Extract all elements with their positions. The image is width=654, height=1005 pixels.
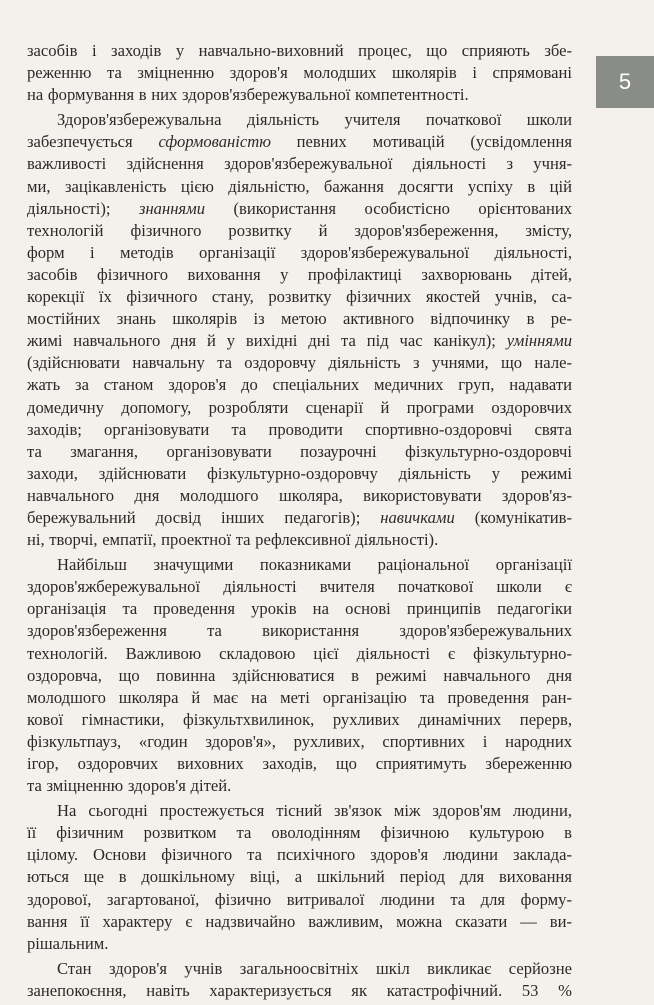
text-line: [27, 576, 572, 598]
text-line: [27, 264, 572, 286]
text-line: [27, 598, 572, 620]
text-run: певних мотивацій (усвідомлення: [270, 132, 572, 152]
text-run: занепокоєння, навіть характеризується як катастрофічний. 53 %: [27, 980, 572, 1000]
text-run: домедичну допомогу, розробляти сценарії й програми оздоровчих: [27, 397, 572, 417]
text-line: [27, 958, 572, 980]
text-run: та зміцненню здоров'я дітей.: [27, 776, 232, 796]
text-run: ми, зацікавленість цією діяльністю, бажання досягти успіху в цій: [27, 176, 572, 196]
text-run: організація та проведення уроків на основі принципів педагогіки: [27, 599, 572, 619]
text-run: діяльності);: [27, 198, 139, 218]
text-run: здоров'язбереження та використання здоров'язбережувальних: [27, 621, 572, 641]
text-line: [27, 397, 572, 419]
text-run: навчального дня молодшого школяра, використовувати здоров'яз-: [27, 485, 572, 505]
paragraph: [27, 800, 572, 955]
text-line: [27, 352, 572, 374]
text-run: корекції їх фізичного стану, розвитку фізичних якостей учнів, са-: [27, 287, 572, 307]
body-text: [27, 40, 572, 1005]
text-run: засобів і заходів у навчально-виховний процес, що сприяють збе-: [27, 41, 572, 60]
text-line: [27, 753, 572, 775]
text-run: форм і методів організації здоров'язбережувальної діяльності,: [27, 242, 572, 262]
text-run: здорової, загартованої, фізично витривалої людини та для форму-: [27, 889, 572, 909]
text-line: [27, 800, 572, 822]
text-line: [27, 176, 572, 198]
text-run: Здоров'язбережувальна діяльність учителя початкової школи: [57, 110, 572, 130]
text-line: [27, 911, 572, 933]
text-line: [27, 980, 572, 1002]
text-run: (використання особистісно орієнтованих: [205, 198, 573, 218]
text-run: засобів фізичного виховання у профілактиці захворювань дітей,: [27, 264, 572, 284]
italic-term: знаннями: [138, 198, 206, 218]
text-run: ні, творчі, емпатії, проектної та рефлексивної діяльності).: [27, 530, 439, 550]
paragraph: [27, 109, 572, 551]
text-run: Стан здоров'я учнів загальноосвітніх шкіл викликає серйозне: [57, 958, 572, 978]
text-line: [27, 822, 572, 844]
text-run: молодшого школяра й має на меті організацію та проведення ран-: [27, 687, 572, 707]
text-run: Найбільш значущими показниками раціональної організації: [57, 555, 572, 575]
text-line: [27, 554, 572, 576]
text-run: бережувальний досвід інших педагогів);: [27, 507, 381, 527]
paragraph: [27, 40, 572, 106]
page-number-tab: [596, 56, 654, 108]
text-line: [27, 374, 572, 396]
text-run: вання її характеру є надзвичайно важливим, можна сказати — ви-: [27, 911, 572, 931]
text-line: [27, 687, 572, 709]
text-line: [27, 775, 572, 797]
text-run: мостійних знань школярів із метою активного відпочинку в ре-: [27, 309, 572, 329]
text-line: [27, 40, 572, 62]
paragraph: [27, 958, 572, 1002]
text-line: [27, 889, 572, 911]
text-line: [27, 308, 572, 330]
text-line: [27, 153, 572, 175]
text-line: [27, 643, 572, 665]
text-line: [27, 286, 572, 308]
text-run: технологій фізичного розвитку й здоров'язбереження, змісту,: [27, 220, 572, 240]
text-line: [27, 844, 572, 866]
text-line: [27, 866, 572, 888]
text-run: забезпечується: [27, 132, 159, 152]
italic-term: навичками: [380, 507, 455, 527]
text-run: жать за станом здоров'я до спеціальних медичних груп, надавати: [27, 375, 572, 395]
text-run: цілому. Основи фізичного та психічного здоров'я людини заклада-: [27, 845, 572, 865]
text-run: (здійснювати навчальну та оздоровчу діяльність з учнями, що нале-: [27, 353, 572, 373]
text-run: рішальним.: [27, 933, 109, 953]
text-run: На сьогодні простежується тісний зв'язок між здоров'ям людини,: [57, 801, 572, 821]
text-run: технологій. Важливою складовою цієї діяльності є фізкультурно-: [27, 643, 572, 663]
text-run: ігор, оздоровчих виховних заходів, що сприятимуть збереженню: [27, 754, 572, 773]
text-line: [27, 84, 572, 106]
text-line: [27, 620, 572, 642]
text-line: [27, 441, 572, 463]
text-line: [27, 131, 572, 153]
text-line: [27, 709, 572, 731]
text-run: та змагання, організовувати позаурочні фізкультурно-оздоровчі: [27, 441, 572, 461]
text-line: [27, 485, 572, 507]
text-line: [27, 933, 572, 955]
text-line: [27, 665, 572, 687]
text-run: оздоровча, що повинна здійснюватися в режимі навчального дня: [27, 665, 572, 685]
text-line: [27, 220, 572, 242]
text-run: важливості здійснення здоров'язбережувальної діяльності з учня-: [27, 154, 572, 174]
text-line: [27, 731, 572, 753]
italic-term: уміннями: [506, 331, 572, 351]
text-run: кової гімнастики, фізкультхвилинок, рухливих динамічних перерв,: [27, 709, 572, 729]
text-run: реженню та зміцненню здоров'я молодших школярів і спрямовані: [27, 63, 572, 83]
paragraph: [27, 554, 572, 797]
text-line: [27, 242, 572, 264]
text-line: [27, 198, 572, 220]
text-line: [27, 62, 572, 84]
text-run: фізкультпауз, «годин здоров'я», рухливих, спортивних і народних: [27, 731, 572, 751]
text-run: ються ще в дошкільному віці, а шкільний період для виховання: [27, 867, 572, 887]
text-run: здоров'яжбережувальної діяльності вчителя початкової школи є: [27, 577, 572, 597]
text-line: [27, 419, 572, 441]
text-line: [27, 109, 572, 131]
text-line: [27, 529, 572, 551]
text-run: її фізичним розвитком та оволодінням фізичною культурою в: [27, 823, 572, 843]
page-number: 5: [618, 69, 632, 94]
text-run: (комунікатив-: [454, 507, 572, 527]
text-line: [27, 507, 572, 529]
text-line: [27, 330, 572, 352]
text-run: заходи, здійснювати фізкультурно-оздоровчу діяльність у режимі: [27, 463, 572, 483]
text-run: жимі навчального дня й у вихідні дні та під час канікул);: [27, 331, 507, 351]
text-run: заходів; організовувати та проводити спортивно-оздоровчі свята: [27, 419, 572, 439]
text-line: [27, 463, 572, 485]
text-run: на формування в них здоров'язбережувальної компетентності.: [27, 85, 469, 105]
italic-term: сформованістю: [158, 132, 271, 152]
